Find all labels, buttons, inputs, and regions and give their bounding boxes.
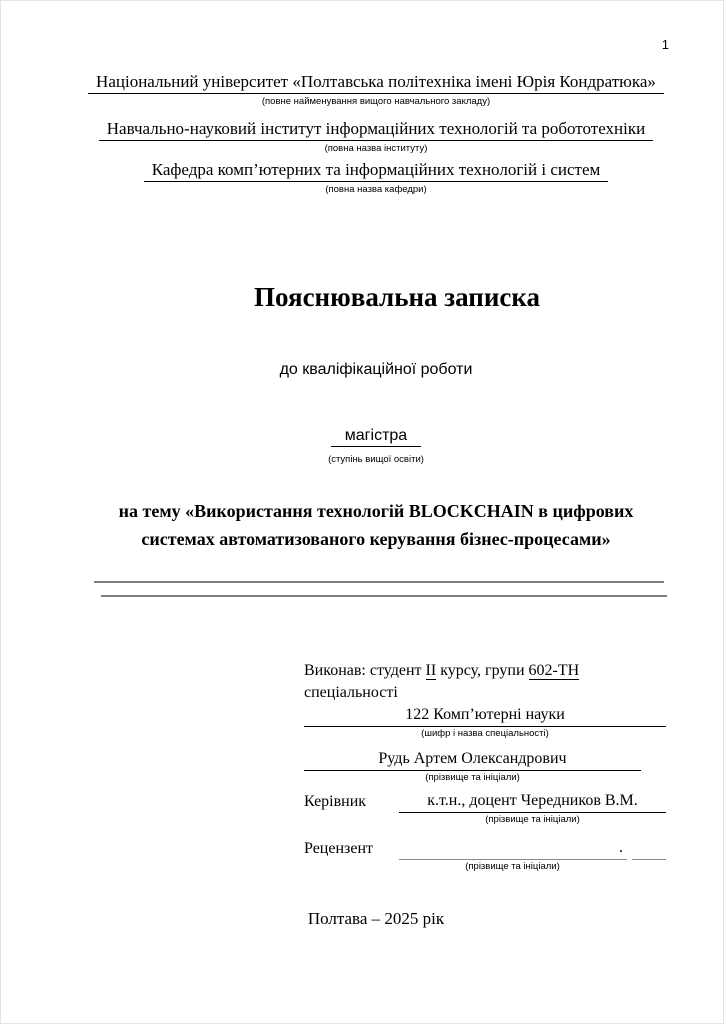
supervisor-value: к.т.н., доцент Чередников В.М. xyxy=(399,790,666,813)
university-field xyxy=(86,71,666,107)
reviewer-caption-row xyxy=(304,860,666,873)
blank-line-1 xyxy=(94,581,664,583)
reviewer-row xyxy=(304,837,666,860)
specialty-caption: (шифр і назва спеціальності) xyxy=(421,728,549,739)
topic-line-1: на тему «Використання технологій BLOCKCHAIN в цифрових xyxy=(118,501,634,521)
page-number: 1 xyxy=(661,37,669,52)
specialty-label: спеціальності xyxy=(304,684,398,701)
document-title: Пояснювальна записка xyxy=(253,282,541,312)
thesis-topic xyxy=(86,497,666,553)
institute-name: Навчально-науковий інститут інформаційних технологій та робототехніки xyxy=(99,118,653,141)
university-name: Національний університет «Полтавська політехніка імені Юрія Кондратюка» xyxy=(88,71,664,94)
supervisor-label: Керівник xyxy=(304,793,367,810)
supervisor-row xyxy=(304,790,666,813)
executor-name: Рудь Артем Олександрович xyxy=(304,748,641,771)
degree-caption: (ступінь вищої освіти) xyxy=(328,454,424,465)
executor-intro-mid: курсу, групи xyxy=(440,662,525,679)
caption-spacer xyxy=(304,813,399,826)
department-field xyxy=(86,159,666,195)
executor-intro-text: Виконав: студент xyxy=(304,662,422,679)
executor-intro-line xyxy=(304,660,666,682)
reviewer-extra-line xyxy=(632,837,666,860)
degree-field xyxy=(86,427,666,465)
executor-block xyxy=(304,660,666,873)
city-year: Полтава – 2025 рік xyxy=(307,909,445,928)
executor-name-field xyxy=(304,748,641,784)
topic-line-2: системах автоматизованого керування бізнес-процесами» xyxy=(141,529,611,549)
institute-field xyxy=(86,118,666,154)
page-content xyxy=(86,1,666,929)
university-caption: (повне найменування вищого навчального закладу) xyxy=(261,96,491,107)
department-name: Кафедра комп’ютерних та інформаційних технологій і систем xyxy=(144,159,609,182)
blank-line-2 xyxy=(101,595,667,597)
caption-spacer xyxy=(304,860,399,873)
executor-name-caption: (прізвище та ініціали) xyxy=(425,772,520,783)
reviewer-value: . xyxy=(399,837,627,860)
reviewer-caption: (прізвище та ініціали) xyxy=(465,861,560,872)
degree-value: магістра xyxy=(331,427,421,447)
supervisor-caption-row xyxy=(304,813,666,826)
document-subtitle: до кваліфікаційної роботи xyxy=(279,361,473,378)
supervisor-caption: (прізвище та ініціали) xyxy=(485,814,580,825)
group-value: 602-ТН xyxy=(528,662,580,679)
caption-spacer-right xyxy=(626,860,666,873)
institute-caption: (повна назва інституту) xyxy=(324,143,428,154)
specialty-value: 122 Комп’ютерні науки xyxy=(304,704,666,727)
department-caption: (повна назва кафедри) xyxy=(325,184,427,195)
course-value: ІІ xyxy=(425,662,437,679)
reviewer-label: Рецензент xyxy=(304,840,373,857)
